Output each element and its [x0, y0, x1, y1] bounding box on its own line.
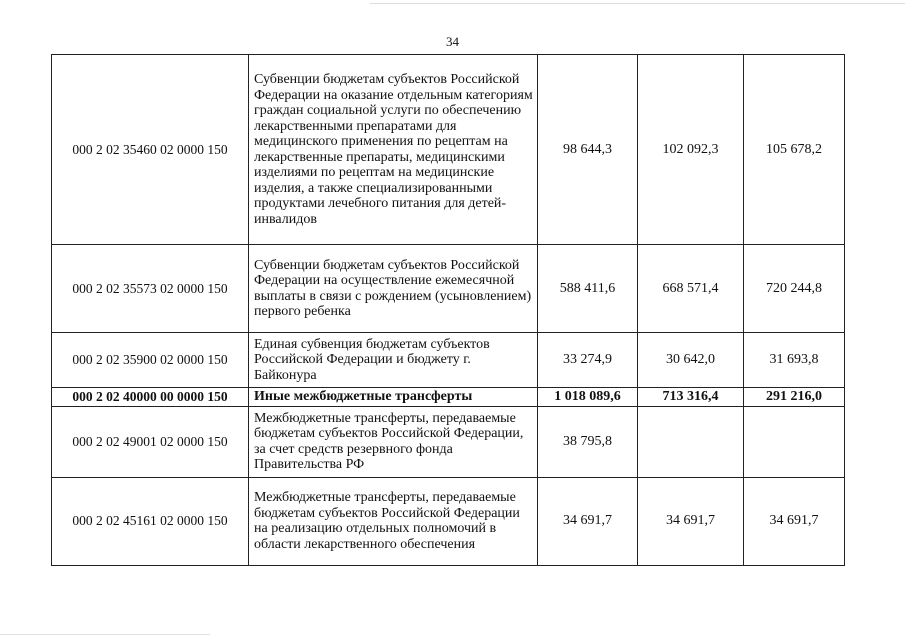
budget-item-name: Межбюджетные трансферты, передаваемые бюджетам субъектов Российской Федерации, за счет средств резервного фонда Правительства РФ [249, 406, 538, 477]
page-number: 34 [446, 34, 459, 49]
value-col-3: 105 678,2 [744, 55, 845, 245]
budget-code: 000 2 02 40000 00 0000 150 [52, 388, 249, 407]
table-row-total [52, 388, 845, 407]
budget-item-name: Единая субвенция бюджетам субъектов Российской Федерации и бюджету г. Байконура [249, 333, 538, 388]
budget-code: 000 2 02 35900 02 0000 150 [52, 333, 249, 388]
value-col-1: 38 795,8 [538, 406, 638, 477]
value-col-3: 291 216,0 [744, 388, 845, 407]
value-col-2: 102 092,3 [638, 55, 744, 245]
value-col-1: 33 274,9 [538, 333, 638, 388]
table-row [52, 406, 845, 477]
budget-table [51, 54, 845, 566]
budget-item-name: Субвенции бюджетам субъектов Российской Федерации на оказание отдельным категориям граждан социальной услуги по обеспечению лекарственными препаратами для медицинского применения по рецептам на лекарственные препараты, медицинскими изделиями по рецептам на медицинские изделия, а также специализированными продуктами лечебного питания для детей-инвалидов [249, 55, 538, 245]
value-col-3: 720 244,8 [744, 245, 845, 333]
scan-artifact-bottom [0, 634, 210, 635]
table-row [52, 245, 845, 333]
table-row [52, 477, 845, 565]
value-col-3: 34 691,7 [744, 477, 845, 565]
table-row [52, 55, 845, 245]
budget-code: 000 2 02 35573 02 0000 150 [52, 245, 249, 333]
value-col-2: 713 316,4 [638, 388, 744, 407]
value-col-1: 1 018 089,6 [538, 388, 638, 407]
budget-item-name: Иные межбюджетные трансферты [249, 388, 538, 407]
budget-item-name: Межбюджетные трансферты, передаваемые бюджетам субъектов Российской Федерации на реализацию отдельных полномочий в области лекарственного обеспечения [249, 477, 538, 565]
budget-code: 000 2 02 49001 02 0000 150 [52, 406, 249, 477]
budget-code: 000 2 02 35460 02 0000 150 [52, 55, 249, 245]
value-col-1: 98 644,3 [538, 55, 638, 245]
value-col-1: 34 691,7 [538, 477, 638, 565]
value-col-2: 668 571,4 [638, 245, 744, 333]
value-col-3 [744, 406, 845, 477]
table-row [52, 333, 845, 388]
value-col-1: 588 411,6 [538, 245, 638, 333]
budget-code: 000 2 02 45161 02 0000 150 [52, 477, 249, 565]
budget-item-name: Субвенции бюджетам субъектов Российской Федерации на осуществление ежемесячной выплаты в связи с рождением (усыновлением) первого ребенка [249, 245, 538, 333]
value-col-3: 31 693,8 [744, 333, 845, 388]
value-col-2: 30 642,0 [638, 333, 744, 388]
value-col-2: 34 691,7 [638, 477, 744, 565]
value-col-2 [638, 406, 744, 477]
scan-artifact-top [370, 3, 905, 4]
